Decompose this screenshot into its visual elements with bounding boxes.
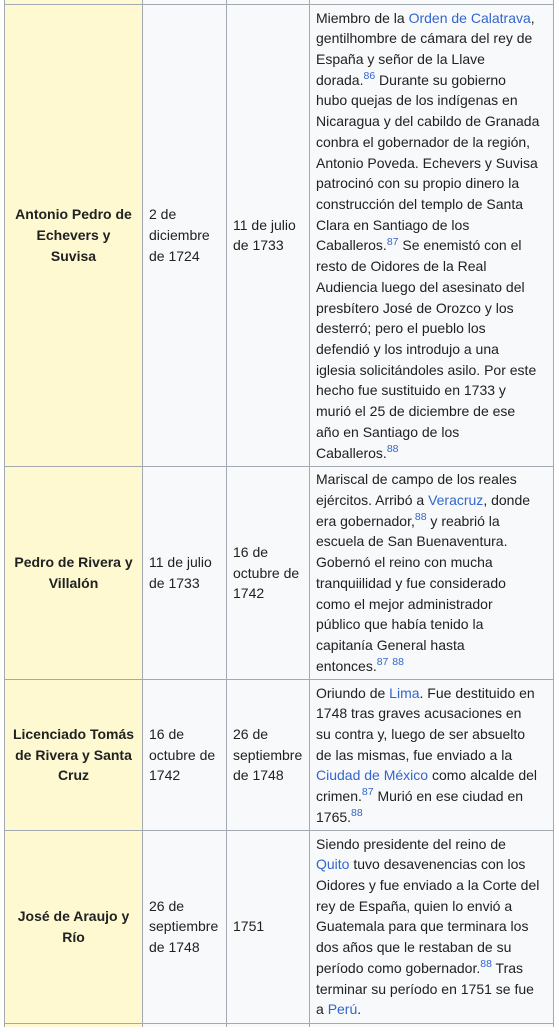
- notes-line: [316, 745, 547, 766]
- notes-text: Miembro de la: [316, 9, 409, 26]
- end-date-cell: [227, 831, 310, 1023]
- notes-line: [316, 70, 547, 91]
- notes-text: público que había tenido la: [316, 616, 484, 633]
- notes-text: Guatemala para que terminara los: [316, 918, 529, 935]
- notes-line: [316, 28, 547, 49]
- reference-link[interactable]: 88: [414, 510, 427, 523]
- notes-text: período como gobernador.: [316, 959, 481, 976]
- start-date-line: de 1733: [149, 574, 200, 591]
- start-date-line: septiembre: [149, 918, 219, 935]
- notes-text: , donde: [483, 492, 531, 509]
- notes-text: de las mismas, fue enviado a la: [316, 746, 513, 763]
- governor-name-cell: [5, 831, 143, 1023]
- notes-text: Durante su gobierno: [375, 71, 506, 88]
- end-date-line: 26 de: [233, 725, 269, 742]
- notes-text: tranquiilidad y fue considerado: [316, 574, 506, 591]
- notes-text: ,: [530, 9, 535, 26]
- governor-name-line: Licenciado Tomás: [12, 725, 135, 742]
- notes-text: 1765.: [316, 808, 352, 825]
- notes-line: [316, 724, 547, 745]
- reference-link[interactable]: 87: [376, 656, 389, 669]
- notes-cell: [310, 1023, 554, 1027]
- notes-line: [316, 422, 547, 443]
- end-date-line: octubre de: [233, 564, 300, 581]
- notes-text: hecho fue sustituido en 1733 y: [316, 382, 506, 399]
- notes-line: [316, 937, 547, 958]
- notes-line: [316, 594, 547, 615]
- notes-text: defendió y los introdujo a una: [316, 341, 499, 357]
- notes-text: murió el 25 de diciembre de ese: [316, 403, 516, 420]
- notes-line: [316, 49, 547, 70]
- table-row-partial: [5, 1023, 554, 1027]
- end-date-line: septiembre: [233, 746, 303, 763]
- notes-text: era gobernador,: [316, 512, 415, 529]
- notes-text: a: [316, 1001, 328, 1018]
- notes-text: gentilhombre de cámara del rey de: [316, 30, 533, 47]
- notes-line: [316, 318, 547, 339]
- start-date-line: diciembre: [149, 227, 210, 244]
- governor-name-cell: [5, 466, 143, 679]
- notes-text: rey de España, quien lo envió a: [316, 897, 513, 914]
- table-row: [5, 5, 554, 467]
- wiki-link[interactable]: Perú: [327, 1001, 358, 1018]
- governor-name-line: de Rivera y Santa: [15, 746, 132, 763]
- start-date-cell: [143, 680, 227, 831]
- governors-table-body: [5, 0, 554, 1027]
- start-date-line: 16 de: [149, 725, 185, 742]
- notes-line: [316, 298, 547, 319]
- governor-name-line: José de Araujo y: [17, 908, 130, 925]
- notes-text: Se enemistó con el: [398, 237, 522, 254]
- governors-table: [4, 0, 554, 1027]
- notes-text: hubo quejas de los indígenas en: [316, 92, 518, 109]
- notes-text: Audiencia luego del asesinato del: [316, 278, 525, 295]
- end-date-cell: [227, 466, 310, 679]
- governor-name-line: Río: [62, 928, 85, 945]
- notes-line: [316, 360, 547, 381]
- reference-link[interactable]: 87: [361, 786, 374, 799]
- notes-line: [316, 979, 547, 1000]
- notes-text: España y señor de la Llave: [316, 50, 485, 67]
- end-date-line: 1742: [233, 585, 265, 602]
- notes-text: . Fue destituido en: [419, 684, 535, 701]
- notes-text: crimen.: [316, 788, 362, 805]
- wiki-link[interactable]: Quito: [316, 856, 350, 873]
- notes-text: terminar su período en 1751 se fue: [316, 980, 534, 997]
- notes-text: tuvo desavenencias con los: [349, 856, 526, 873]
- notes-text: Siendo presidente del reino de: [316, 835, 506, 852]
- notes-text: presbítero José de Orozco y los: [316, 299, 514, 316]
- notes-text: Gobernó el reino con mucha: [316, 554, 493, 571]
- notes-line: [316, 194, 547, 215]
- notes-line: [316, 277, 547, 298]
- notes-text: Caballeros.: [316, 444, 387, 461]
- notes-line: [316, 256, 547, 277]
- start-date-line: 26 de: [149, 897, 185, 914]
- notes-line: [316, 235, 547, 256]
- start-date-line: de 1724: [149, 247, 200, 264]
- notes-text: resto de Oidores de la Real: [316, 258, 487, 275]
- notes-line: [316, 90, 547, 111]
- notes-line: [316, 765, 547, 786]
- table-row: [5, 680, 554, 831]
- notes-text: desterró; pero el pueblo los: [316, 320, 486, 337]
- notes-line: [316, 916, 547, 937]
- notes-text: 1748 tras graves acusaciones en: [316, 705, 522, 722]
- notes-line: [316, 469, 547, 490]
- notes-line: [316, 958, 547, 979]
- end-date-cell: [227, 1023, 310, 1027]
- notes-line: [316, 511, 547, 532]
- notes-text: .: [357, 1001, 362, 1018]
- table-row: [5, 466, 554, 679]
- notes-line: [316, 8, 547, 29]
- reference-link[interactable]: 87: [386, 235, 399, 248]
- notes-line: [316, 635, 547, 656]
- notes-line: [316, 683, 547, 704]
- notes-line: [316, 339, 547, 360]
- notes-line: [316, 999, 547, 1020]
- start-date-line: de 1748: [149, 939, 200, 956]
- notes-line: [316, 656, 547, 677]
- end-date-cell: [227, 5, 310, 467]
- notes-line: [316, 573, 547, 594]
- notes-line: [316, 875, 547, 896]
- reference-link[interactable]: 86: [363, 69, 376, 82]
- start-date-line: 2 de: [149, 206, 177, 223]
- wiki-link[interactable]: Orden de Calatrava: [408, 9, 531, 26]
- notes-text: dorada.: [316, 71, 364, 88]
- start-date-cell: [143, 831, 227, 1023]
- governor-name-line: Suvisa: [50, 247, 97, 264]
- start-date-cell: [143, 5, 227, 467]
- reference-link[interactable]: 88: [480, 958, 492, 971]
- start-date-line: 11 de julio: [149, 554, 212, 571]
- notes-cell: [310, 680, 554, 831]
- governor-name-cell: [5, 5, 143, 467]
- notes-text: dos años que le restaban de su: [316, 939, 512, 956]
- notes-text: Caballeros.: [316, 237, 387, 254]
- notes-text: como alcalde del: [428, 767, 538, 784]
- end-date-line: 1751: [233, 918, 265, 935]
- notes-text: Tras: [491, 959, 524, 976]
- notes-line: [316, 490, 547, 511]
- end-date-line: de 1733: [233, 237, 284, 254]
- notes-cell: [310, 831, 554, 1023]
- governor-name-line: Pedro de Rivera y: [14, 554, 133, 571]
- end-date-cell: [227, 680, 310, 831]
- end-date-line: 11 de julio: [233, 216, 296, 233]
- notes-line: [316, 614, 547, 635]
- start-date-line: octubre de: [149, 746, 216, 763]
- governor-name-cell: [5, 680, 143, 831]
- start-date-cell: [143, 466, 227, 679]
- notes-line: [316, 401, 547, 422]
- notes-line: [316, 552, 547, 573]
- notes-text: como el mejor administrador: [316, 595, 493, 612]
- notes-line: [316, 786, 547, 807]
- notes-text: Murió en ese ciudad en: [373, 788, 524, 805]
- notes-cell: [310, 5, 554, 467]
- notes-text: su contra y, luego de ser absuelto: [316, 725, 526, 742]
- notes-line: [316, 380, 547, 401]
- notes-line: [316, 111, 547, 132]
- reference-link[interactable]: 88: [392, 656, 404, 669]
- notes-line: [316, 215, 547, 236]
- wiki-link[interactable]: Ciudad de México: [316, 767, 429, 784]
- start-date-line: 1742: [149, 767, 181, 784]
- reference-link[interactable]: 88: [351, 807, 363, 820]
- notes-text: ejércitos. Arribó a: [316, 492, 429, 509]
- reference-link[interactable]: 88: [386, 442, 399, 455]
- wiki-link[interactable]: Lima: [389, 684, 420, 701]
- notes-line: [316, 531, 547, 552]
- end-date-line: 16 de: [233, 543, 269, 560]
- notes-text: patrocinó con su propio dinero la: [316, 175, 520, 192]
- notes-text: Antonio Poveda. Echevers y Suvisa: [316, 154, 538, 171]
- wiki-link[interactable]: Veracruz: [428, 492, 484, 509]
- governor-name-line: Villalón: [48, 574, 99, 591]
- governor-name-cell: [5, 1023, 143, 1027]
- notes-text: escuela de San Buenaventura.: [316, 533, 508, 550]
- notes-text: y reabrió la: [426, 512, 500, 529]
- notes-text: entonces.: [316, 657, 377, 674]
- notes-line: [316, 896, 547, 917]
- notes-text: iglesia solicitándoles asilo. Por este: [316, 361, 537, 378]
- notes-text: Mariscal de campo de los reales: [316, 471, 517, 488]
- notes-line: [316, 132, 547, 153]
- end-date-line: de 1748: [233, 767, 284, 784]
- notes-line: [316, 703, 547, 724]
- notes-line: [316, 173, 547, 194]
- governor-name-line: Cruz: [57, 767, 90, 784]
- notes-text: Oidores y fue enviado a la Corte del: [316, 876, 540, 893]
- notes-text: Clara en Santiago de los: [316, 216, 470, 233]
- notes-line: [316, 807, 547, 828]
- notes-text: año en Santiago de los: [316, 423, 460, 440]
- table-row: [5, 831, 554, 1023]
- governor-name-line: Antonio Pedro de: [15, 206, 132, 223]
- notes-cell: [310, 466, 554, 679]
- notes-text: conbra el gobernador de la región,: [316, 133, 531, 150]
- notes-line: [316, 153, 547, 174]
- notes-text: Nicaragua y del cabildo de Granada: [316, 113, 540, 130]
- notes-text: capitanía General hasta: [316, 637, 465, 654]
- notes-line: [316, 834, 547, 855]
- notes-line: [316, 443, 547, 464]
- notes-text: construcción del templo de Santa: [316, 195, 524, 212]
- notes-line: [316, 854, 547, 875]
- start-date-cell: [143, 1023, 227, 1027]
- notes-text: Oriundo de: [316, 684, 390, 701]
- governor-name-line: Echevers y: [36, 227, 111, 244]
